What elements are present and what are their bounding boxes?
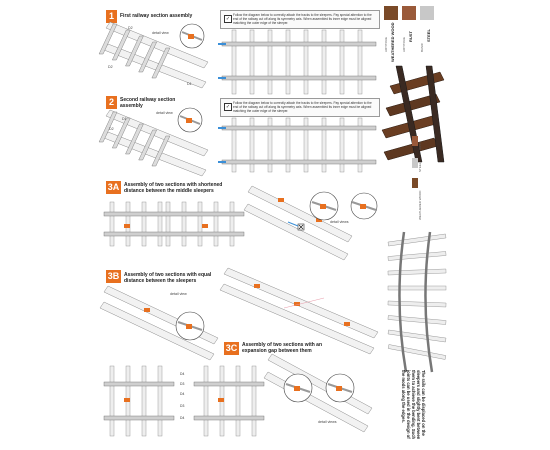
step-3b-detail-view-label: detail view [170, 292, 187, 296]
step-3a-badge: 3A [107, 182, 120, 192]
swatch-steel [420, 6, 434, 20]
curve-note: The rails can be displaced on the sleepers and slightly bent between them to achieve the bending. Such joints can be used in the design of the mods along the edges. [401, 370, 426, 440]
swatch-rust-label: RUST [408, 31, 413, 42]
step-3c-detail-views-label: detail views [318, 420, 337, 424]
swatch-weathered-wood-label: WEATHERED WOOD [390, 22, 395, 62]
step-2-title: Second railway section assembly [120, 97, 176, 109]
painted-rails-photo [382, 66, 448, 162]
step-3c-d4-label-2: D4 [180, 392, 185, 396]
step-1-detail-view-label: detail view [152, 31, 169, 35]
step-3b-title: Assembly of two sections with equal distance between the sleepers [124, 272, 212, 284]
step-1-d2b-label: D2 [108, 65, 113, 69]
step-3c-d4-label-1: D4 [180, 372, 185, 376]
step-2-track-plan [218, 114, 378, 174]
step-3c-plan [104, 366, 264, 436]
swatch-steel-label: STEEL [426, 29, 431, 42]
step-3a-detail-views-label: detail views [330, 220, 349, 224]
swatch-weathered-wood-sub: ARTITRUE [384, 37, 388, 52]
side-swatch-rust-label: RUST [418, 141, 422, 150]
side-swatch-steel-label: STEEL [418, 162, 422, 172]
step-3c-title: Assembly of two sections with an expansion gap between them [242, 342, 323, 354]
step-1-instruction-text: Follow the diagram below to correctly attach the tracks to the sleepers. Pay special attention to the end of the railway cut off along its symmetry axis. When assembled its inner edge must be aligned matching the outer edge of the sleeper. [233, 13, 372, 25]
step-3b-iso-right [224, 268, 380, 348]
step-3c-badge: 3C [225, 343, 238, 353]
step-3b-badge: 3B [107, 271, 120, 281]
step-1-d1-label: D1 [187, 82, 192, 86]
step-3c-d3-label-2: D3 [180, 404, 185, 408]
step-2-d1-label: D1 [122, 117, 127, 121]
step-1-title: First railway section assembly [120, 13, 193, 19]
swatch-weathered-wood [384, 6, 398, 20]
step-2-detail-view-label: detail view [156, 111, 173, 115]
step-1-badge: 1 [106, 10, 117, 23]
step-3a-title: Assembly of two sections with shortened distance between the middle sleepers [124, 182, 223, 194]
swatch-rust-sub: ARTITRUE [402, 37, 406, 52]
step-2-instruction-text: Follow the diagram below to correctly attach the tracks to the sleepers. Pay special attention to the end of the railway cut off along its symmetry axis. When assembled its inner edge must be aligned matching the outer edge of the sleeper. [233, 101, 372, 113]
step-1-check-icon: ✓ [225, 16, 231, 22]
step-2-check-icon: ✓ [225, 104, 231, 110]
step-3b-iso-left [104, 286, 224, 356]
swatch-rust [402, 6, 416, 20]
step-3a-plan [104, 202, 244, 246]
step-2-badge: 2 [106, 96, 117, 109]
step-1-track-plan [218, 26, 378, 96]
step-1-d2-label: D2 [128, 26, 133, 30]
step-3c-d4-label-3: D4 [180, 416, 185, 420]
side-swatch-wood-label: WEATHERED WOOD [418, 190, 422, 220]
swatch-steel-sub: BASIC [420, 42, 424, 52]
step-3c-d3-label-1: D3 [180, 382, 185, 386]
step-3a-iso [248, 182, 378, 262]
curved-track-diagram [384, 232, 450, 372]
step-2-d2-label: D2 [109, 127, 114, 131]
step-2-diagram [104, 110, 216, 174]
